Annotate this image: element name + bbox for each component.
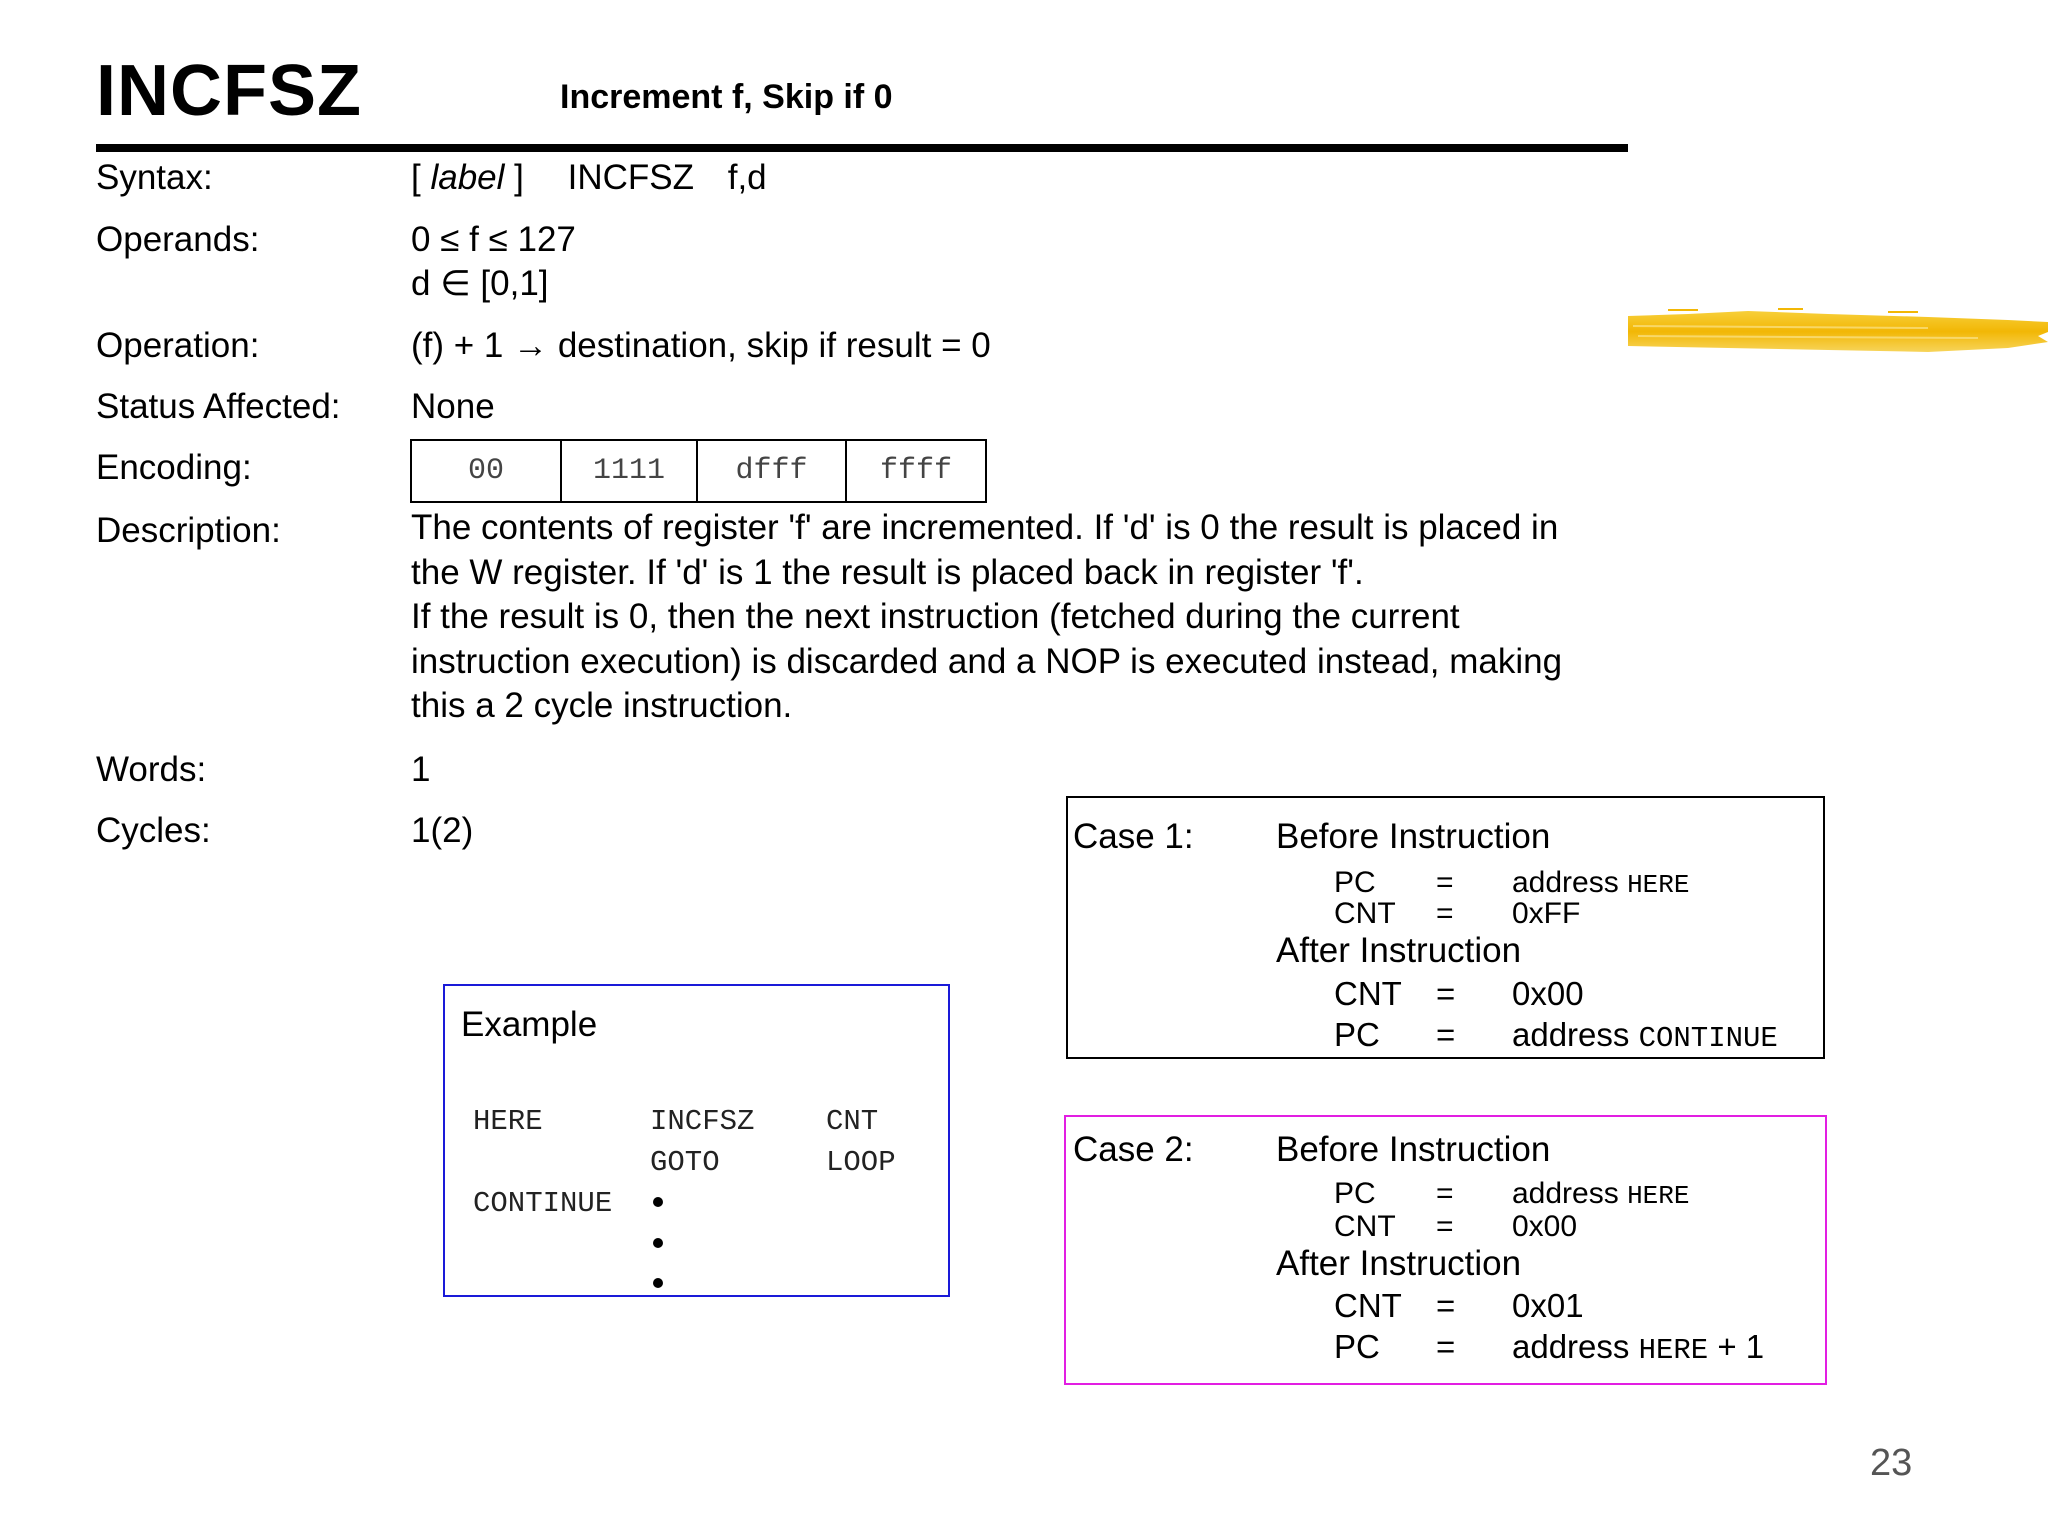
case-2-after-reg: PC bbox=[1334, 1328, 1380, 1365]
encoding-table bbox=[410, 439, 987, 503]
syntax-label-word: label bbox=[430, 158, 505, 197]
case-2-before-reg: CNT bbox=[1334, 1210, 1396, 1243]
case-2-before-val: address HERE bbox=[1512, 1177, 1690, 1211]
example-row-1-label: HERE bbox=[473, 1105, 543, 1138]
case-1-before-val: 0xFF bbox=[1512, 897, 1581, 930]
example-row-2-op: GOTO bbox=[650, 1146, 720, 1179]
example-row-1-arg: CNT bbox=[826, 1105, 879, 1138]
case-1-after-val: 0x00 bbox=[1512, 975, 1584, 1012]
syntax-bracket-close: ] bbox=[504, 158, 524, 197]
case-1-after-reg: PC bbox=[1334, 1016, 1380, 1053]
encoding-cell: 00 bbox=[412, 441, 562, 501]
operation-label: Operation: bbox=[96, 326, 260, 365]
description-line: this a 2 cycle instruction. bbox=[411, 686, 793, 725]
encoding-label: Encoding: bbox=[96, 448, 252, 487]
description-text bbox=[411, 506, 1562, 729]
description-line: The contents of register 'f' are incremented. If 'd' is 0 the result is placed in bbox=[411, 508, 1559, 547]
description-line: If the result is 0, then the next instruction (fetched during the current bbox=[411, 597, 1460, 636]
case-1-before-label: Before Instruction bbox=[1276, 817, 1551, 856]
status-affected-label: Status Affected: bbox=[96, 387, 341, 426]
case-2-after-eq: = bbox=[1436, 1328, 1456, 1365]
operands-line-2: d ∈ [0,1] bbox=[411, 264, 549, 303]
operands-label: Operands: bbox=[96, 220, 260, 259]
description-label: Description: bbox=[96, 511, 281, 550]
case-2-before-label: Before Instruction bbox=[1276, 1130, 1551, 1169]
case-2-before-eq: = bbox=[1436, 1177, 1454, 1210]
cycles-value: 1(2) bbox=[411, 811, 474, 850]
example-row-1-op: INCFSZ bbox=[650, 1105, 755, 1138]
example-title: Example bbox=[461, 1005, 598, 1044]
operands-line-1: 0 ≤ f ≤ 127 bbox=[411, 220, 576, 259]
case-1-after-label: After Instruction bbox=[1276, 931, 1522, 970]
case-1-before-eq: = bbox=[1436, 897, 1454, 930]
syntax-value bbox=[411, 158, 767, 198]
case-1-before-val: address HERE bbox=[1512, 866, 1690, 900]
bullet-dot-icon bbox=[653, 1278, 663, 1288]
case-1-before-reg: CNT bbox=[1334, 897, 1396, 930]
encoding-cell: 1111 bbox=[562, 441, 698, 501]
header-rule bbox=[96, 144, 1628, 152]
instruction-name: Increment f, Skip if 0 bbox=[560, 78, 893, 116]
case-2-before-val: 0x00 bbox=[1512, 1210, 1578, 1243]
case-1-title: Case 1: bbox=[1073, 817, 1194, 856]
case-1-after-val: address CONTINUE bbox=[1512, 1016, 1778, 1055]
case-2-after-label: After Instruction bbox=[1276, 1244, 1522, 1283]
syntax-label: Syntax: bbox=[96, 158, 213, 197]
encoding-cell: dfff bbox=[698, 441, 847, 501]
operation-value: (f) + 1 → destination, skip if result = 0 bbox=[411, 326, 991, 365]
words-value: 1 bbox=[411, 750, 431, 789]
bullet-dot-icon bbox=[653, 1197, 663, 1207]
case-2-after-val: 0x01 bbox=[1512, 1287, 1584, 1324]
bullet-dot-icon bbox=[653, 1238, 663, 1248]
syntax-instruction: INCFSZ bbox=[567, 158, 694, 197]
case-1-after-eq: = bbox=[1436, 975, 1456, 1012]
description-line: the W register. If 'd' is 1 the result is placed back in register 'f'. bbox=[411, 552, 1364, 592]
example-row-3-label: CONTINUE bbox=[473, 1187, 613, 1220]
highlighter-stroke-decoration bbox=[1628, 308, 2048, 358]
cycles-label: Cycles: bbox=[96, 811, 211, 850]
status-affected-value: None bbox=[411, 387, 495, 426]
page-number: 23 bbox=[1870, 1442, 1913, 1484]
case-2-title: Case 2: bbox=[1073, 1130, 1194, 1169]
case-2-after-eq: = bbox=[1436, 1287, 1456, 1324]
encoding-cell: ffff bbox=[879, 454, 952, 488]
example-row-2-arg: LOOP bbox=[826, 1146, 896, 1179]
case-1-after-eq: = bbox=[1436, 1016, 1456, 1053]
words-label: Words: bbox=[96, 750, 207, 789]
description-line: instruction execution) is discarded and a NOP is executed instead, making bbox=[411, 641, 1563, 681]
case-2-after-val: address HERE + 1 bbox=[1512, 1328, 1765, 1367]
case-1-after-reg: CNT bbox=[1334, 975, 1402, 1012]
case-1-before-eq: = bbox=[1436, 866, 1454, 899]
syntax-bracket-open: [ bbox=[411, 158, 431, 197]
syntax-args: f,d bbox=[727, 158, 767, 197]
case-2-before-eq: = bbox=[1436, 1210, 1454, 1243]
case-2-after-reg: CNT bbox=[1334, 1287, 1402, 1324]
case-1-before-reg: PC bbox=[1334, 866, 1376, 899]
case-2-before-reg: PC bbox=[1334, 1177, 1376, 1210]
instruction-mnemonic: INCFSZ bbox=[96, 51, 362, 131]
